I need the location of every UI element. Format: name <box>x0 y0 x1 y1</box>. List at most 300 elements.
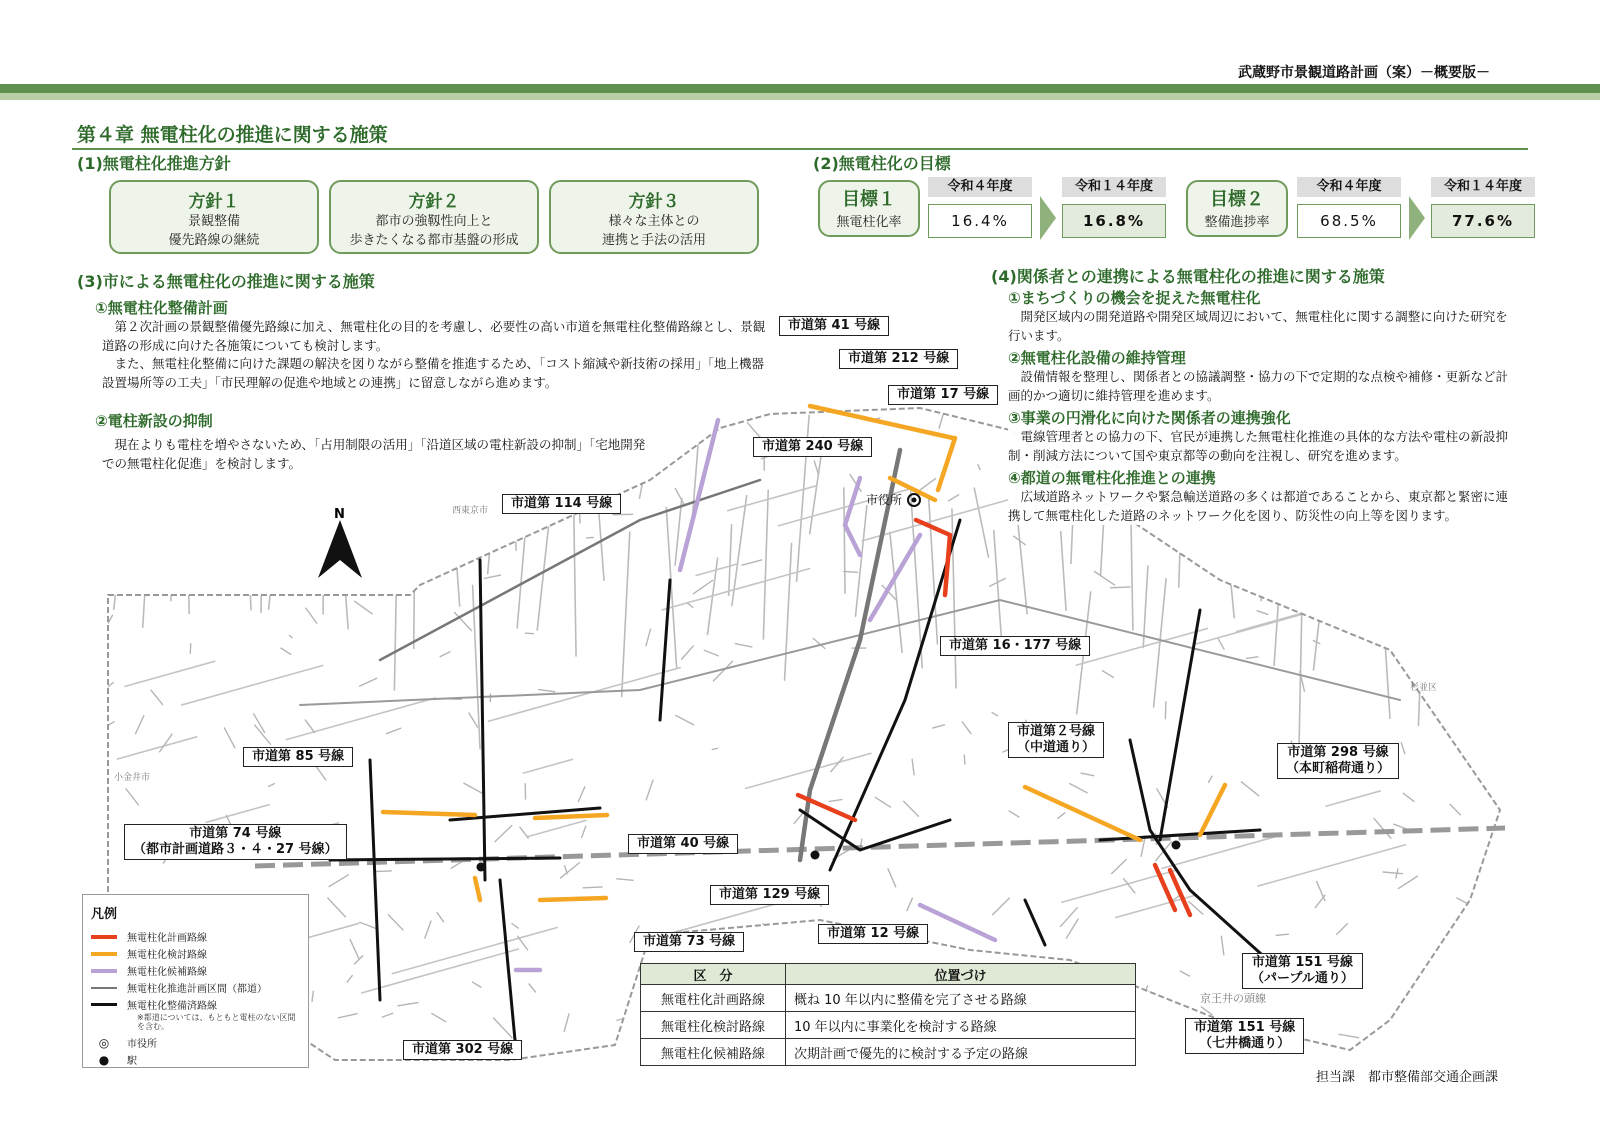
street <box>646 780 653 800</box>
road-label: 市道第 40 号線 <box>628 834 738 854</box>
street <box>1274 546 1282 665</box>
street <box>933 725 945 728</box>
street <box>425 921 431 938</box>
table-cell: 無電柱化計画路線 <box>641 985 786 1012</box>
street <box>289 636 291 638</box>
street <box>1419 566 1428 571</box>
legend-label: 無電柱化候補路線 <box>127 967 207 978</box>
street <box>1274 574 1278 594</box>
street <box>1403 793 1414 801</box>
street <box>1095 571 1115 584</box>
street <box>512 924 518 928</box>
street <box>704 650 718 656</box>
road-label: 市道第 16・177 号線 <box>940 636 1090 656</box>
street <box>1299 577 1303 751</box>
street <box>742 560 762 565</box>
street <box>712 748 717 749</box>
paragraph: 電線管理者との協力の下、官民が連携した無電柱化推進の具体的な方法や電柱の新設抑制・削減方法について国や東京都等の動向を注視し、研究を進めます。 <box>1008 429 1509 463</box>
street <box>814 461 818 475</box>
table-row <box>641 1039 1136 1066</box>
street <box>1257 611 1268 615</box>
street <box>693 580 712 593</box>
section3-item1-title: ①無電柱化整備計画 <box>95 299 228 317</box>
street <box>469 713 478 727</box>
policy-text: 連携と手法の活用 <box>601 233 706 248</box>
street <box>855 506 866 617</box>
street <box>98 498 110 625</box>
paragraph: 設備情報を整理し、関係者との協議調整・協力の下で定期的な点検や補修・更新など計画的かつ適切に維持管理を進めます。 <box>1008 369 1509 403</box>
road-label: 市道第 114 号線 <box>502 494 621 514</box>
street <box>622 532 630 696</box>
street <box>746 753 871 788</box>
street <box>1070 784 1087 793</box>
section3-item2-body <box>102 436 647 473</box>
street <box>221 547 261 558</box>
street <box>1398 876 1417 888</box>
street <box>488 668 680 722</box>
section4-body <box>1008 287 1513 525</box>
route-done <box>480 560 485 880</box>
street <box>1276 934 1288 935</box>
street <box>182 665 323 704</box>
table-cell: 無電柱化検討路線 <box>641 1012 786 1039</box>
street <box>1410 642 1414 648</box>
policy-title: 方針２ <box>408 192 460 212</box>
street <box>993 898 1010 915</box>
table-cell: 無電柱化候補路線 <box>641 1039 786 1066</box>
route-study <box>810 406 953 438</box>
legend-label: 市役所 <box>127 1039 157 1050</box>
north-label: N <box>334 507 345 522</box>
legend-swatch-metro <box>91 987 117 989</box>
street <box>414 488 415 649</box>
street <box>949 495 959 501</box>
road-label: 市道第 129 号線 <box>710 885 829 905</box>
station-icon <box>477 863 486 872</box>
policy-text: 景観整備 <box>187 214 240 229</box>
street <box>520 827 528 838</box>
section3-heading: (3)市による無電柱化の推進に関する施策 <box>77 272 375 291</box>
policy-text: 歩きたくなる都市基盤の形成 <box>349 233 519 248</box>
road-label: 市道第 12 号線 <box>818 924 928 944</box>
legend-swatch-candidate <box>91 969 117 973</box>
street <box>126 789 139 805</box>
road-label: 市道第 41 号線 <box>779 316 889 336</box>
street <box>405 487 414 506</box>
street <box>1337 924 1348 935</box>
place-name: 京王井の頭線 <box>1200 992 1266 1005</box>
street <box>1450 804 1460 814</box>
street <box>440 652 450 657</box>
street <box>224 728 234 748</box>
street <box>539 690 555 692</box>
street <box>728 486 817 511</box>
street <box>875 797 890 807</box>
street <box>763 490 768 639</box>
year-label: 令和４年度 <box>928 177 1032 197</box>
street <box>1466 522 1478 628</box>
street <box>106 682 114 688</box>
street <box>125 661 215 686</box>
street <box>844 488 845 593</box>
street <box>829 800 841 802</box>
street <box>243 529 261 544</box>
legend-swatch-done <box>91 1003 117 1006</box>
street <box>424 557 427 572</box>
route-study <box>475 878 480 900</box>
paragraph: また、無電柱化整備に向けた課題の解決を図りながら整備を推進するため、「コスト縮減や新技術の採用」「地上機器設置場所等の工夫」「市民理解の促進や地域との連携」に留意しながら進めます。 <box>102 356 765 390</box>
street <box>123 520 136 524</box>
route-study <box>540 898 606 900</box>
street <box>1258 845 1406 886</box>
table-row <box>641 985 1136 1012</box>
street <box>144 508 148 511</box>
street <box>587 537 594 538</box>
street <box>888 869 896 887</box>
street <box>143 518 149 627</box>
goal-value-current: 16.4% <box>928 204 1032 238</box>
station-icon <box>811 851 820 860</box>
legend-label: 無電柱化検討路線 <box>127 950 207 961</box>
street <box>246 484 251 610</box>
street <box>573 491 576 656</box>
street <box>331 497 344 504</box>
street <box>675 488 684 504</box>
policy-text: 様々な主体との <box>608 214 700 229</box>
policy-text: 優先路線の継続 <box>168 233 260 248</box>
road-label: 市道第 151 号線 （七井橋通り） <box>1185 1018 1304 1054</box>
street <box>494 1018 512 1038</box>
street <box>578 787 584 801</box>
street <box>312 991 313 1001</box>
street <box>229 579 283 594</box>
street <box>962 722 971 734</box>
route-done <box>330 858 560 860</box>
street <box>560 863 579 878</box>
street <box>464 783 484 794</box>
year-label: 令和４年度 <box>1297 177 1401 197</box>
street <box>890 532 902 652</box>
street <box>394 405 401 414</box>
street <box>729 525 732 595</box>
route-done <box>1025 900 1045 945</box>
street <box>187 534 189 613</box>
street <box>203 477 220 492</box>
street <box>347 976 352 983</box>
street <box>1180 971 1189 976</box>
year-label: 令和１４年度 <box>1062 177 1166 197</box>
street <box>388 915 403 930</box>
street <box>735 644 752 647</box>
street <box>1241 782 1258 796</box>
street <box>1450 582 1468 593</box>
road-label: 市道第 74 号線 （都市計画道路３・４・27 号線） <box>124 824 347 860</box>
legend-swatch-plan <box>91 935 117 939</box>
street <box>646 629 651 646</box>
street <box>1219 639 1224 649</box>
street <box>160 734 172 752</box>
street <box>1237 613 1304 632</box>
street <box>1148 995 1157 999</box>
legend-label: 無電柱化推進計画区間（都道） <box>127 984 267 995</box>
map-legend <box>82 894 309 1068</box>
street <box>583 887 602 888</box>
road-label: 市道第 85 号線 <box>243 747 353 767</box>
street <box>939 414 943 428</box>
street <box>151 690 163 704</box>
street <box>374 495 387 507</box>
city-hall-icon: ◎ <box>98 1035 110 1050</box>
street <box>844 571 858 572</box>
section1-heading: (1)無電柱化推進方針 <box>77 154 231 173</box>
street <box>392 927 557 973</box>
street <box>1102 671 1113 678</box>
street <box>518 936 528 949</box>
footer-department: 担当課 都市整備部交通企画課 <box>1316 1070 1499 1085</box>
route-classification-table <box>640 963 1136 1066</box>
street <box>763 924 775 941</box>
street <box>336 491 355 503</box>
road-label: 市道第 73 号線 <box>634 932 744 952</box>
street <box>1431 650 1439 653</box>
street <box>617 879 633 880</box>
street <box>564 1014 569 1031</box>
street <box>785 543 792 680</box>
street <box>904 801 919 816</box>
table-cell: 概ね 10 年以内に整備を完了させる路線 <box>786 985 1136 1012</box>
road-label: 市道第 151 号線 （パープル通り） <box>1242 953 1363 989</box>
street <box>682 646 694 659</box>
goal-title: 目標２ <box>1210 189 1264 210</box>
street <box>912 759 914 775</box>
street <box>281 648 291 654</box>
goal-desc: 無電柱化率 <box>836 215 902 230</box>
street <box>296 571 299 578</box>
street <box>992 712 997 715</box>
street <box>332 486 335 502</box>
route-candidate <box>920 905 995 940</box>
route-study <box>1200 785 1225 835</box>
street <box>666 507 676 667</box>
street <box>918 479 935 492</box>
street <box>1061 532 1066 610</box>
station-icon <box>1172 841 1181 850</box>
paragraph: 広域道路ネットワークや緊急輸送道路の多くは都道であることから、東京都と緊密に連携して無電柱化した道路のネットワーク化を図り、防災性の向上等を図ります。 <box>1008 489 1509 523</box>
street <box>1124 879 1135 893</box>
table-row <box>641 1012 1136 1039</box>
street <box>288 470 301 572</box>
street <box>472 982 481 987</box>
route-candidate <box>845 478 860 555</box>
street <box>114 527 119 542</box>
street <box>329 875 348 887</box>
route-study <box>1025 787 1140 840</box>
street <box>1112 859 1127 873</box>
table-cell: 10 年以内に事業化を検討する路線 <box>786 1012 1136 1039</box>
street <box>362 949 518 993</box>
route-done <box>370 760 380 1000</box>
street <box>1423 696 1436 697</box>
street <box>117 472 122 491</box>
street <box>1459 565 1460 714</box>
paragraph: 開発区域内の開発道路や開発区域周辺において、無電柱化に関する調整に向けた研究を行います。 <box>1008 309 1508 343</box>
street <box>1326 791 1380 806</box>
street <box>974 488 988 557</box>
street <box>676 715 694 724</box>
street <box>1374 818 1391 838</box>
street <box>305 720 314 732</box>
street <box>117 737 196 759</box>
street <box>582 826 586 837</box>
street <box>1430 511 1441 639</box>
place-name: 杉並区 <box>1410 683 1438 693</box>
legend-note: ※都道については、もともと電柱のない区間を含む。 <box>137 1013 296 1031</box>
paragraph: 現在よりも電柱を増やさないため、「占用制限の活用」「沿道区域の電柱新設の抑制」「宅地開発での無電柱化促進」を検討します。 <box>102 437 646 471</box>
table-header: 区 分 <box>641 964 786 985</box>
street <box>907 898 912 910</box>
table-header-row <box>641 964 1136 985</box>
street <box>258 495 266 509</box>
street <box>269 784 275 787</box>
street <box>1315 895 1325 907</box>
route-study <box>938 438 955 490</box>
street <box>135 578 150 579</box>
goal-value-current: 68.5% <box>1297 204 1401 238</box>
place-name: 西東京市 <box>452 506 489 516</box>
legend-swatch-study <box>91 952 117 956</box>
street <box>386 728 400 733</box>
street <box>1383 872 1402 874</box>
section3-item2-title: ②電柱新設の抑制 <box>95 412 213 430</box>
street <box>1440 546 1456 563</box>
goal-value-target: 77.6% <box>1431 204 1535 238</box>
section3-item1-body <box>102 318 767 392</box>
street <box>1246 657 1257 659</box>
document-title: 武蔵野市景観道路計画（案）－概要版－ <box>1238 65 1490 81</box>
goal-desc: 整備進捗率 <box>1204 215 1270 230</box>
north-arrow-icon <box>318 520 362 578</box>
road-label: 市道第 302 号線 <box>403 1040 522 1060</box>
street <box>206 805 269 823</box>
street <box>306 608 317 623</box>
street <box>114 489 127 610</box>
street <box>398 1003 418 1006</box>
table-cell: 次期計画で優先的に検討する予定の路線 <box>786 1039 1136 1066</box>
street <box>355 601 373 614</box>
street <box>374 871 391 872</box>
street <box>360 922 377 929</box>
street <box>136 716 144 734</box>
street <box>1381 584 1390 718</box>
street <box>295 418 306 427</box>
section4-item-title: ④都道の無電柱化推進との連携 <box>1008 469 1216 487</box>
street <box>1111 587 1131 588</box>
route-done <box>1130 740 1290 980</box>
street <box>328 898 346 917</box>
street <box>1330 559 1343 566</box>
section2-heading: (2)無電柱化の目標 <box>813 154 951 173</box>
street <box>1339 1034 1359 1037</box>
legend-title: 凡例 <box>91 907 118 922</box>
street <box>109 722 114 725</box>
street <box>281 590 282 593</box>
legend-label: 無電柱化整備済路線 <box>127 1001 217 1012</box>
road-label: 市道第 240 号線 <box>753 437 872 457</box>
year-label: 令和１４年度 <box>1431 177 1535 197</box>
paragraph: 第２次計画の景観整備優先路線に加え、無電柱化の目的を考慮し、必要性の高い市道を無電柱化整備路線とし、景観道路の形成に向けた各施策についても検討します。 <box>102 319 766 353</box>
street <box>488 511 493 574</box>
section4-item-title: ①まちづくりの機会を捉えた無電柱化 <box>1008 289 1261 307</box>
street <box>338 1014 357 1018</box>
street <box>529 984 536 992</box>
street <box>528 820 586 836</box>
road-label: 市道第 298 号線 （本町稲荷通り） <box>1277 743 1399 779</box>
road-label: 市道第 212 号線 <box>839 349 958 369</box>
street <box>1446 1005 1461 1013</box>
section4-heading: (4)関係者との連携による無電柱化の推進に関する施策 <box>991 267 1385 286</box>
place-name: 小金井市 <box>114 773 151 783</box>
legend-label: 駅 <box>127 1056 137 1067</box>
street <box>978 465 980 470</box>
street <box>394 591 396 690</box>
street <box>1162 837 1276 869</box>
street <box>1208 776 1212 782</box>
policy-text: 都市の強靱性向上と <box>375 214 493 229</box>
street <box>565 866 567 874</box>
street <box>443 554 456 568</box>
street <box>1418 592 1423 725</box>
street <box>1384 525 1388 531</box>
policy-title: 方針１ <box>188 192 240 212</box>
road-label: 市道第 17 号線 <box>888 385 998 405</box>
street <box>432 1014 446 1022</box>
city-hall-label: 市役所 <box>866 493 903 507</box>
street <box>449 454 460 606</box>
street <box>687 603 693 607</box>
route-done <box>500 880 515 1040</box>
table-header: 位置づけ <box>786 964 1136 985</box>
street <box>804 929 807 932</box>
route-study <box>383 812 475 815</box>
street <box>1302 551 1316 570</box>
goal-title: 目標１ <box>842 189 896 210</box>
goal-value-target: 16.8% <box>1062 204 1166 238</box>
metro-road <box>300 600 1400 705</box>
route-study <box>535 815 607 818</box>
street <box>484 575 500 578</box>
street <box>1314 561 1326 670</box>
street <box>1081 773 1094 775</box>
chapter-title: 第４章 無電柱化の推進に関する施策 <box>77 124 388 146</box>
street <box>1066 919 1078 938</box>
station-icon: ● <box>98 1052 110 1067</box>
street <box>1221 936 1223 954</box>
section4-item-title: ③事業の円滑化に向けた関係者の連携強化 <box>1008 409 1291 427</box>
street <box>437 913 443 922</box>
legend-label: 無電柱化計画路線 <box>127 933 207 944</box>
street <box>382 1013 393 1017</box>
street <box>460 489 471 491</box>
section4-item-title: ②無電柱化設備の維持管理 <box>1008 349 1186 367</box>
road-label: 市道第２号線 （中道通り） <box>1008 722 1104 758</box>
street <box>360 678 377 686</box>
street <box>523 759 572 773</box>
street <box>495 825 512 841</box>
policy-title: 方針３ <box>628 192 680 212</box>
route-done <box>660 580 670 720</box>
street <box>350 939 359 958</box>
street <box>1401 743 1405 754</box>
